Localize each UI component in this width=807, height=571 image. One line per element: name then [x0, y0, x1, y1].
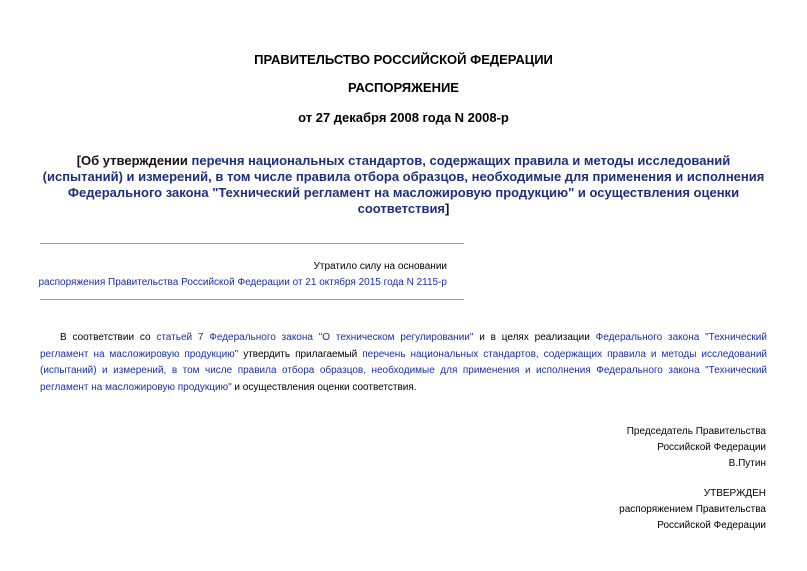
approved-by: распоряжением Правительства — [619, 504, 766, 515]
document-date: от 27 декабря 2008 года N 2008-р — [298, 110, 509, 125]
body-text-2: и в целях реализации — [473, 332, 596, 343]
body-text-3: утвердить прилагаемый — [238, 348, 363, 360]
approved-country: Российской Федерации — [657, 520, 766, 531]
body-paragraph — [40, 330, 767, 396]
signature-country: Российской Федерации — [657, 442, 766, 453]
law-article-link[interactable]: статьей 7 Федерального закона "О техническом регулировании" — [156, 332, 474, 343]
title-open-bracket: [Об утверждении — [76, 153, 192, 168]
signature-position: Председатель Правительства — [626, 426, 766, 437]
lost-force-note: Утратило силу на основании — [313, 261, 447, 272]
document-title — [40, 153, 767, 217]
divider-bottom — [40, 299, 464, 300]
title-close-bracket: ] — [445, 201, 450, 216]
signature-name: В.Путин — [728, 458, 766, 469]
lost-force-link[interactable]: распоряжения Правительства Российской Федерации от 21 октября 2015 года N 2115-р — [38, 277, 447, 288]
title-link[interactable]: перечня национальных стандартов, содержащих правила и методы исследований (испытаний) и измерений, в том числе правила отбора образцов, необходимые для применения и исполнения Федерального закона "Технический регламент на масложировую продукцию" и осуществления оценки соответствия — [42, 153, 765, 216]
federal-law-link[interactable]: Федерального закона "Технический регламент на масложировую продукцию" — [40, 332, 767, 360]
approved-block — [619, 486, 766, 534]
approved-heading: УТВЕРЖДЕН — [703, 488, 766, 499]
body-text-1: В соответствии со — [60, 332, 157, 343]
document-kind-heading: РАСПОРЯЖЕНИЕ — [348, 80, 459, 95]
divider-top — [40, 243, 464, 244]
signature-block — [627, 424, 766, 472]
standards-list-link[interactable]: перечень национальных стандартов, содержащих правила и методы исследований (испытаний) и измерений, в том числе правила отбора образцов, необходимые для применения и исполнения Федерального закона "Технический регламент на масложировую продукцию" — [40, 348, 767, 393]
government-heading: ПРАВИТЕЛЬСТВО РОССИЙСКОЙ ФЕДЕРАЦИИ — [254, 52, 553, 67]
body-text-4: и осуществления оценки соответствия. — [231, 381, 417, 393]
